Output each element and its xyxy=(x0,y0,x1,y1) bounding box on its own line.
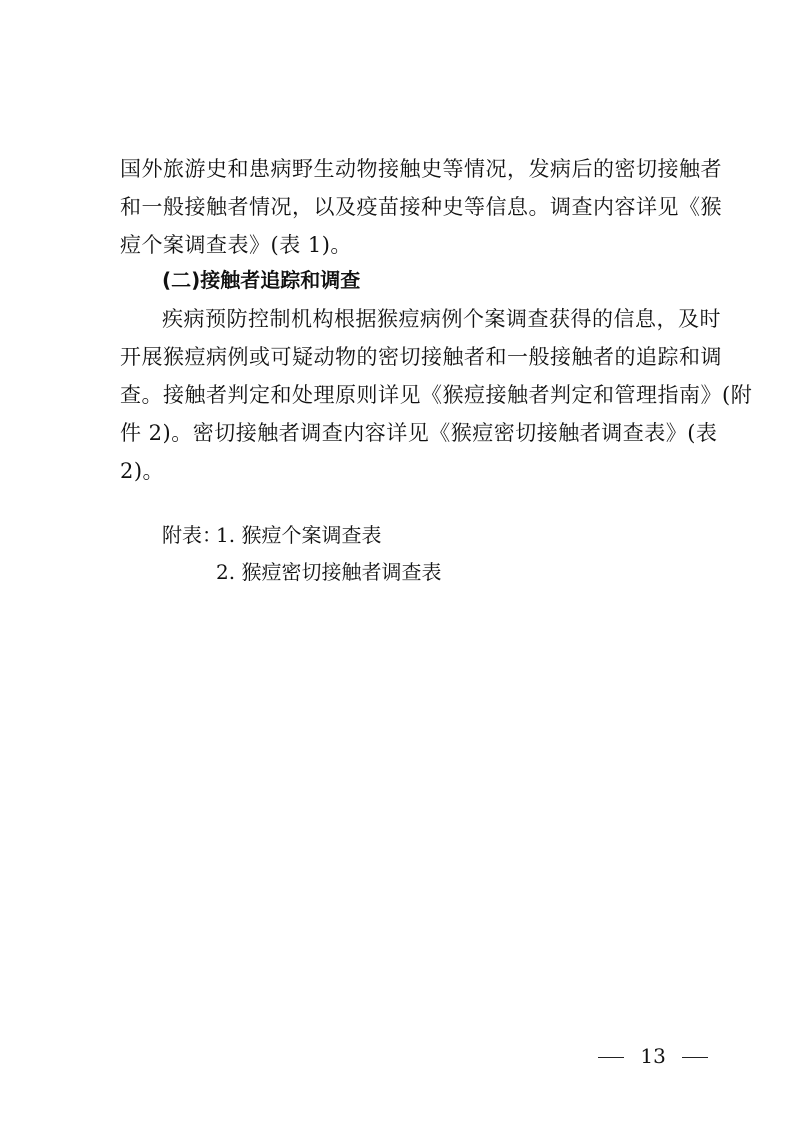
page-number: 13 xyxy=(640,1044,666,1068)
text-line: 和一般接触者情况，以及疫苗接种史等信息。调查内容详见《猴 xyxy=(120,195,722,219)
text-line: 开展猴痘病例或可疑动物的密切接触者和一般接触者的追踪和调 xyxy=(120,345,722,369)
paragraph-investigation-content xyxy=(120,150,722,264)
attachment-item: 2. 猴痘密切接触者调查表 xyxy=(216,560,442,584)
text-line: 疾病预防控制机构根据猴痘病例个案调查获得的信息，及时 xyxy=(162,307,721,331)
text-line: 件 2)。密切接触者调查内容详见《猴痘密切接触者调查表》(表 xyxy=(120,421,718,445)
text-line: 国外旅游史和患病野生动物接触史等情况，发病后的密切接触者 xyxy=(120,157,722,181)
section-heading: (二)接触者追踪和调查 xyxy=(162,268,361,292)
attachments-label: 附表： xyxy=(162,523,222,547)
paragraph-contact-tracing xyxy=(120,300,753,490)
footer-dash-right xyxy=(682,1057,708,1058)
text-line: 痘个案调查表》(表 1)。 xyxy=(120,233,352,257)
footer-dash-left xyxy=(598,1057,624,1058)
text-line: 2)。 xyxy=(120,459,165,483)
text-line: 查。接触者判定和处理原则详见《猴痘接触者判定和管理指南》(附 xyxy=(120,383,753,407)
attachment-item: 1. 猴痘个案调查表 xyxy=(216,523,382,547)
page-footer xyxy=(598,1042,708,1070)
